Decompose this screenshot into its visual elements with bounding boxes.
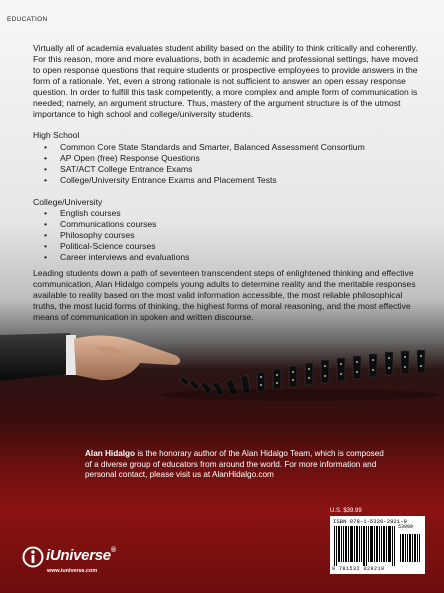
summary-paragraph: Leading students down a path of seventeen transcendent steps of enlightened thinking and effective communication, Alan Hidalgo compels young adults to determine reality and the meritable responses available to reality based on the most valid information accessible, the most reliable philosophical truths, the most lucid forms of thinking, the highest forms of moral reasoning, and the most effective means of communication in spoken and written discourse. — [33, 268, 416, 322]
barcode-digits: 9 781532 029219 — [332, 566, 385, 572]
list-item: • Philosophy courses — [33, 230, 413, 241]
list-item: • Communications courses — [33, 219, 413, 230]
list-item: • SAT/ACT College Entrance Exams — [33, 164, 413, 175]
list-item: • Career interviews and evaluations — [33, 252, 413, 263]
author-bio — [85, 449, 385, 481]
list-item: • Common Core State Standards and Smarter, Balanced Assessment Consortium — [33, 142, 413, 153]
publisher-logo — [22, 546, 152, 580]
domino-row — [180, 350, 425, 396]
college-list — [33, 208, 413, 263]
category-label: EDUCATION — [7, 16, 48, 23]
isbn-number: ISBN 978-1-5320-2921-9 — [333, 518, 407, 525]
barcode-bars — [334, 526, 422, 566]
list-item: • College/University Entrance Exams and Placement Tests — [33, 175, 413, 186]
list-item: • Political-Science courses — [33, 241, 413, 252]
hand-shape — [74, 336, 180, 381]
intro-paragraph: Virtually all of academia evaluates student ability based on the ability to think critically and coherently. For this reason, more and more evaluations, both in academic and professional settings, have moved to open response questions that require students or prospective employees to provide answers in the form of a rationale. Yet, even a strong rationale is not sufficient to answer an open essay response question. In order to fulfill this task competently, a more complex and ample form of communication is needed; namely, an argument structure. Thus, mastery of the argument structure is of the utmost importance to high school and college/university students. — [33, 43, 419, 119]
floor-reflection — [160, 389, 440, 401]
list-item: • English courses — [33, 208, 413, 219]
publisher-name: iUniverse® — [46, 547, 116, 564]
college-title: College/University — [33, 197, 103, 207]
author-bio-text: is the honorary author of the Alan Hidalgo Team, which is composed of a diverse group of educators from around the world. For more information and personal contact, please visit us at AlanHidalgo.com — [85, 449, 384, 479]
globe-icon — [22, 546, 44, 568]
isbn-addon: 53999 — [398, 524, 414, 530]
isbn-barcode — [330, 516, 425, 574]
high-school-title: High School — [33, 130, 80, 140]
author-name: Alan Hidalgo — [85, 449, 136, 458]
sleeve-shape — [0, 333, 74, 381]
high-school-list — [33, 142, 413, 186]
list-item: • AP Open (free) Response Questions — [33, 153, 413, 164]
publisher-url: www.iuniverse.com — [47, 568, 98, 574]
price-label: U.S. $39.99 — [330, 508, 362, 514]
